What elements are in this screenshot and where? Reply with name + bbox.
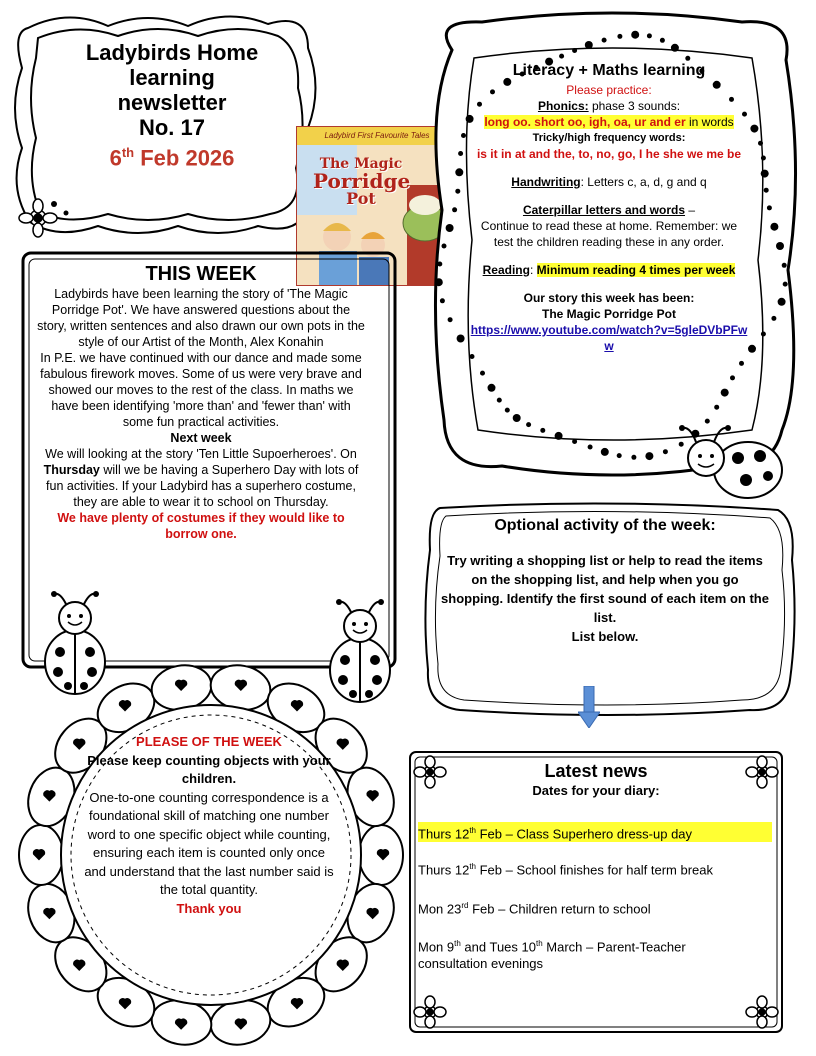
frame-dot bbox=[446, 224, 454, 232]
frame-dot bbox=[461, 133, 466, 138]
newsletter-date: 6th Feb 2026 bbox=[109, 145, 235, 171]
book-series: Ladybird First Favourite Tales bbox=[297, 127, 457, 145]
newsletter-title bbox=[56, 40, 288, 170]
next-week-paragraph: We will looking at the story 'Ten Little Supoerheroes'. On Thursday will we be having a Superhero Day with lots of fun activities. If your Ladybird has a superhero costume, they are able to wear it to school on Thursday. bbox=[43, 447, 359, 509]
frame-dot bbox=[647, 33, 652, 38]
frame-dot bbox=[645, 452, 653, 460]
frame-dot bbox=[671, 44, 679, 52]
story-video-link[interactable]: https://www.youtube.com/watch?v=5gleDVbPFww bbox=[470, 323, 748, 353]
frame-dot bbox=[748, 345, 756, 353]
frame-dot bbox=[572, 439, 577, 444]
phonics-line: Phonics: phase 3 sounds: bbox=[537, 99, 681, 113]
costumes-note: We have plenty of costumes if they would like to borrow one. bbox=[57, 511, 345, 541]
tricky-words-heading: Tricky/high frequency words: bbox=[532, 132, 686, 144]
title-line-3: newsletter bbox=[117, 90, 227, 115]
frame-dot bbox=[783, 282, 788, 287]
literacy-section bbox=[470, 60, 748, 354]
news-item-3: Mon 23rd Feb – Children return to school bbox=[418, 900, 651, 916]
please-of-the-week-section bbox=[84, 733, 334, 918]
frame-dot bbox=[440, 298, 445, 303]
diary-dates-heading: Dates for your diary: bbox=[532, 783, 660, 798]
frame-dot bbox=[455, 168, 463, 176]
news-item-2: Thurs 12th Feb – School finishes for half term break bbox=[418, 862, 713, 878]
ladybird-bug-literacy-icon bbox=[676, 418, 786, 508]
please-heading: PLEASE OF THE WEEK bbox=[136, 734, 282, 749]
frame-dot bbox=[758, 141, 763, 146]
caterpillar-heading: Caterpillar letters and words – bbox=[522, 203, 696, 217]
frame-dot bbox=[778, 298, 786, 306]
frame-dot bbox=[442, 244, 447, 249]
caterpillar-text: Continue to read these at home. Remember: we test the children reading these in any order. bbox=[480, 219, 738, 249]
frame-dot bbox=[585, 41, 593, 49]
frame-dot bbox=[559, 54, 564, 59]
frame-dot bbox=[488, 384, 496, 392]
frame-dot bbox=[730, 375, 735, 380]
story-line-1: Our story this week has been: bbox=[523, 291, 695, 305]
this-week-paragraph-2: In P.E. we have continued with our dance and made some fabulous firework moves. Some of us were very brave and showed our moves to the rest of the class. In maths we have been identifying 'more than' and 'fewer than' with some fun practical activities. bbox=[40, 351, 362, 429]
latest-news-section bbox=[416, 760, 776, 972]
please-body: One-to-one counting correspondence is a foundational skill of matching one number word to one specific object while counting, ensuring each item is counted only once and understand that the last number said is the total quantity. bbox=[84, 789, 334, 897]
literacy-heading: Literacy + Maths learning bbox=[512, 62, 706, 79]
frame-dot bbox=[588, 445, 593, 450]
frame-dot bbox=[617, 34, 622, 39]
frame-dot bbox=[764, 188, 769, 193]
frame-dot bbox=[452, 207, 457, 212]
handwriting-line: Handwriting: Letters c, a, d, g and q bbox=[511, 175, 707, 189]
frame-dot bbox=[721, 389, 729, 397]
frame-dot bbox=[540, 428, 545, 433]
frame-dot bbox=[782, 263, 787, 268]
frame-dot bbox=[602, 38, 607, 43]
frame-dot bbox=[739, 361, 744, 366]
frame-dot bbox=[771, 316, 776, 321]
frame-dot bbox=[631, 455, 636, 460]
optional-activity-body: Try writing a shopping list or help to read the items on the shopping list, and help when you go shopping. Identify the first sound of each item on the list. bbox=[441, 553, 769, 625]
frame-dot bbox=[458, 151, 463, 156]
reading-line: Reading: Minimum reading 4 times per week bbox=[482, 263, 736, 277]
frame-dot bbox=[761, 332, 766, 337]
this-week-section bbox=[36, 262, 366, 542]
title-line-4: No. 17 bbox=[138, 115, 206, 140]
news-item-4: Mon 9th and Tues 10th March – Parent-Teacher consultation evenings bbox=[418, 938, 686, 972]
tricky-words-list: is it in at and the, to, no, go, I he she we me be bbox=[476, 147, 742, 161]
frame-dot bbox=[448, 317, 453, 322]
frame-dot bbox=[497, 398, 502, 403]
book-title-1: The Magic bbox=[319, 156, 403, 172]
frame-dot bbox=[455, 189, 460, 194]
frame-dot bbox=[750, 125, 758, 133]
frame-dot bbox=[601, 448, 609, 456]
this-week-heading: THIS WEEK bbox=[145, 263, 257, 285]
frame-dot bbox=[770, 223, 778, 231]
frame-dot bbox=[761, 170, 769, 178]
this-week-paragraph-1: Ladybirds have been learning the story of 'The Magic Porridge Pot'. We have answered questions about the story, written sentences and also drawn our own pots in the style of our Artist of the Month, Alex Konahin bbox=[37, 287, 365, 349]
frame-dot bbox=[761, 156, 766, 161]
news-item-1: Thurs 12th Feb – Class Superhero dress-up day bbox=[418, 822, 772, 842]
frame-dot bbox=[631, 31, 639, 39]
frame-dot bbox=[767, 205, 772, 210]
frame-dot bbox=[513, 414, 521, 422]
frame-dot bbox=[435, 278, 443, 286]
frame-dot bbox=[572, 48, 577, 53]
arrow-down-icon bbox=[578, 686, 600, 728]
please-subheading: Please keep counting objects with your children. bbox=[87, 752, 331, 786]
book-title-2: Porridge bbox=[313, 169, 411, 193]
frame-dot bbox=[526, 422, 531, 427]
frame-dot bbox=[617, 453, 622, 458]
list-below-label: List below. bbox=[571, 629, 639, 644]
next-week-heading: Next week bbox=[170, 431, 232, 445]
frame-dot bbox=[714, 405, 719, 410]
story-line-2: The Magic Porridge Pot bbox=[541, 307, 676, 321]
frame-dot bbox=[470, 354, 475, 359]
frame-dot bbox=[555, 432, 563, 440]
book-title-3: Pot bbox=[346, 189, 376, 208]
phonics-sounds: long oo. short oo, igh, oa, ur and er in words bbox=[484, 115, 734, 129]
frame-dot bbox=[457, 335, 465, 343]
frame-dot bbox=[480, 371, 485, 376]
frame-dot bbox=[437, 262, 442, 267]
optional-activity-heading: Optional activity of the week: bbox=[494, 517, 716, 534]
frame-dot bbox=[663, 449, 668, 454]
please-practice: Please practice: bbox=[566, 83, 652, 97]
please-thanks: Thank you bbox=[176, 900, 242, 916]
frame-dot bbox=[505, 408, 510, 413]
optional-activity-section bbox=[440, 515, 770, 646]
title-line-2: learning bbox=[129, 65, 215, 90]
frame-dot bbox=[660, 38, 665, 43]
title-line-1: Ladybirds Home bbox=[85, 40, 259, 65]
frame-dot bbox=[776, 242, 784, 250]
latest-news-heading: Latest news bbox=[544, 761, 648, 781]
